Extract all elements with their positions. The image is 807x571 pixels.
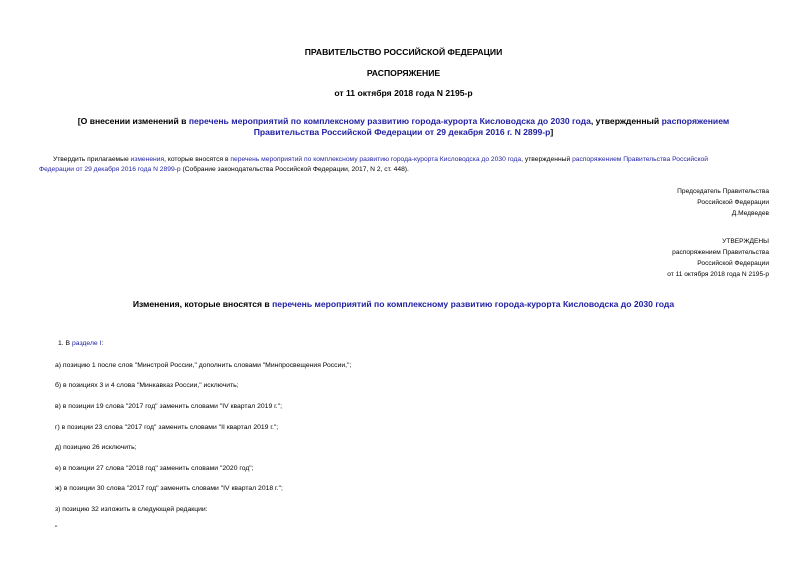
title-text-3: ] (550, 127, 554, 137)
list-item: г) в позиции 23 слова "2017 год" заменить словами "II квартал 2019 г."; (55, 424, 279, 431)
list-item: в) в позиции 19 слова "2017 год" заменить словами "IV квартал 2019 г."; (55, 403, 282, 410)
org-heading: ПРАВИТЕЛЬСТВО РОССИЙСКОЙ ФЕДЕРАЦИИ (304, 47, 503, 57)
doc-type-heading: РАСПОРЯЖЕНИЕ (366, 68, 441, 78)
list-item: з) позицию 32 изложить в следующей редакции: (55, 506, 208, 513)
section-text-1: 1. В (58, 340, 72, 347)
signature-line-2: Российской Федерации (697, 199, 769, 206)
intro-text-1: Утвердить прилагаемые (53, 156, 131, 163)
intro-link-changes[interactable]: изменения (130, 156, 165, 163)
document-title (0, 116, 807, 126)
list-item: ж) в позиции 30 слова "2017 год" заменить словами "IV квартал 2018 г."; (55, 485, 283, 492)
document-title-line2 (0, 127, 807, 137)
title-text-1: [О внесении изменений в (77, 116, 189, 126)
changes-heading (0, 299, 807, 309)
intro-line2 (39, 165, 409, 174)
approval-line-1: УТВЕРЖДЕНЫ (722, 238, 769, 245)
intro-link-order-date[interactable]: Федерации от 29 декабря 2016 года N 2899-р (39, 166, 181, 173)
list-item: д) позицию 26 исключить; (55, 444, 137, 451)
list-item: а) позицию 1 после слов "Минстрой России," дополнить словами "Минпросвещения России,"; (55, 362, 352, 369)
intro-text-3: , утвержденный (521, 156, 573, 163)
changes-heading-link[interactable]: перечень мероприятий по комплексному развитию города-курорта Кисловодска до 2030 года (272, 299, 675, 309)
intro-text-4: (Собрание законодательства Российской Федерации, 2017, N 2, ст. 448). (180, 166, 409, 173)
section-line (58, 340, 103, 347)
list-item: е) в позиции 27 слова "2018 год" заменить словами "2020 год"; (55, 465, 254, 472)
intro-text-2: , которые вносятся в (164, 156, 231, 163)
section-text-2: : (101, 340, 104, 347)
section-link[interactable]: разделе I (71, 340, 102, 347)
title-text-2: , утвержденный (590, 116, 662, 126)
title-link-government[interactable]: Правительства Российской Федерации от 29 декабря 2016 г. N 2899-р (253, 127, 551, 137)
approval-block (667, 236, 769, 280)
approval-line-2: распоряжением Правительства (672, 249, 769, 256)
signature-line-1: Председатель Правительства (677, 188, 769, 195)
signature-block (677, 186, 769, 219)
intro-link-list[interactable]: перечень мероприятий по комплексному развитию города-курорта Кисловодска до 2030 года (230, 156, 522, 163)
intro-link-order[interactable]: распоряжением Правительства Российской (572, 156, 708, 163)
intro-line1 (53, 155, 708, 164)
title-link-list[interactable]: перечень мероприятий по комплексному развитию города-курорта Кисловодска до 2030 года (188, 116, 591, 126)
approval-line-3: Российской Федерации (697, 260, 769, 267)
list-item: б) в позициях 3 и 4 слова "Минкавказ России," исключить; (55, 382, 239, 389)
list-item: " (55, 525, 58, 532)
approval-line-4: от 11 октября 2018 года N 2195-р (667, 271, 769, 278)
title-link-order[interactable]: распоряжением (661, 116, 730, 126)
signature-line-3: Д.Медведев (731, 210, 769, 217)
changes-heading-text: Изменения, которые вносятся в (132, 299, 273, 309)
date-line: от 11 октября 2018 года N 2195-р (334, 88, 473, 98)
